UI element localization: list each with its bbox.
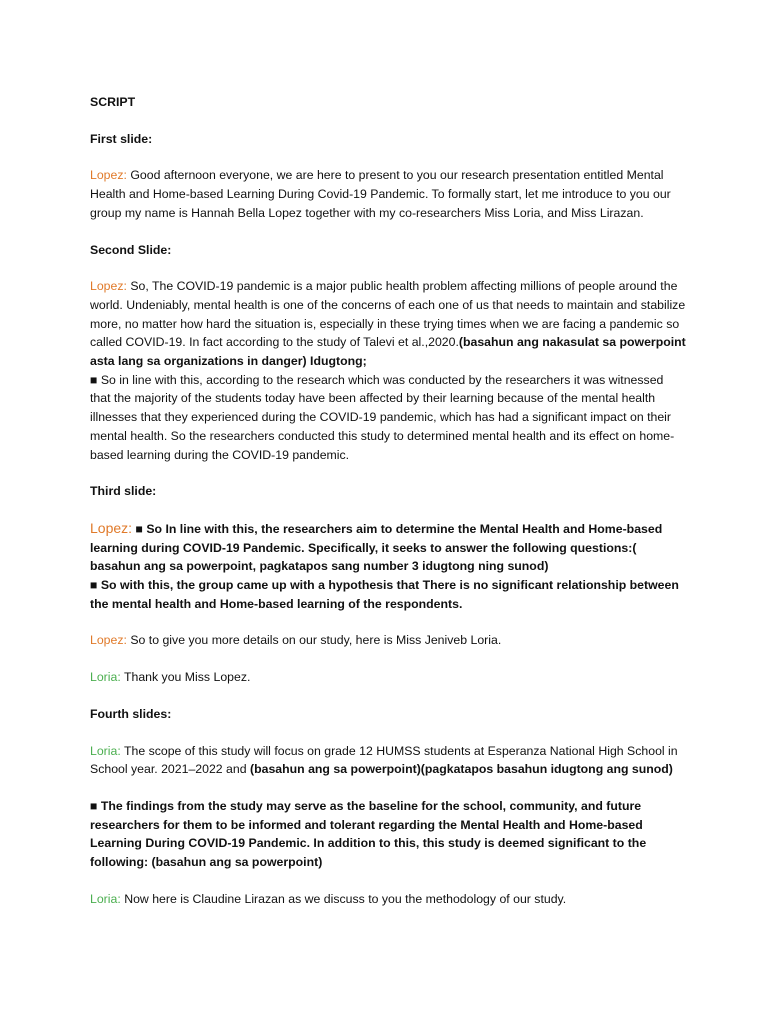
stage-note: (basahun ang nakasulat sa powerpoint asta lang sa organizations in danger) Idugtong; [90, 335, 686, 369]
speaker-label-lopez: Lopez: [90, 519, 133, 536]
speaker-label-loria: Loria: [90, 670, 121, 685]
paragraph-text: Now here is Claudine Lirazan as we discuss to you the methodology of our study. [124, 891, 567, 906]
paragraph-text: Good afternoon everyone, we are here to present to you our research presentation entitled Mental Health and Home-based Learning During Covid-19 Pandemic. To formally start, let me introduce to you our group my name is Hannah Bella Lopez together with my co-researchers Miss Loria, and Miss Lirazan. [90, 168, 671, 220]
speaker-label-lopez: Lopez: [90, 168, 127, 183]
third-slide-paragraph-3 [90, 631, 686, 650]
first-slide-paragraph [90, 166, 686, 222]
speaker-label-loria: Loria: [90, 891, 121, 906]
paragraph-text: The scope of this study will focus on grade 12 HUMSS students at Esperanza National High School in School year. 2021–2022 and [90, 743, 678, 777]
fourth-slide-paragraph-2 [90, 797, 686, 872]
third-slide-paragraph-1 [90, 519, 686, 576]
third-slide-paragraph-4 [90, 668, 686, 687]
second-slide-heading: Second Slide: [90, 242, 172, 257]
paragraph-text: ■ So In line with this, the researchers aim to determine the Mental Health and Home-based learning during COVID-19 Pandemic. Specifically, it seeks to answer the following questions: [90, 521, 663, 555]
third-slide-heading: Third slide: [90, 484, 157, 499]
second-slide-paragraph-1 [90, 277, 686, 371]
document-page [90, 93, 686, 909]
fourth-slide-paragraph-3 [90, 890, 686, 909]
document-title: SCRIPT [90, 95, 136, 109]
stage-note: (basahun ang sa powerpoint) [151, 855, 323, 870]
speaker-label-lopez: Lopez: [90, 633, 127, 648]
third-slide-paragraph-2: ■ So with this, the group came up with a hypothesis that There is no significant relationship between the mental health and Home-based learning of the respondents. [90, 578, 679, 611]
speaker-label-lopez: Lopez: [90, 279, 127, 294]
paragraph-text: So to give you more details on our study, here is Miss Jeniveb Loria. [130, 633, 502, 648]
first-slide-heading: First slide: [90, 131, 153, 146]
paragraph-text: Thank you Miss Lopez. [123, 670, 251, 685]
stage-note: (basahun ang sa powerpoint)(pagkatapos basahun idugtong ang sunod) [250, 762, 673, 777]
fourth-slide-heading: Fourth slides: [90, 706, 172, 721]
stage-note: ( basahun ang sa powerpoint, pagkatapos sang number 3 idugtong ning sunod) [90, 540, 637, 574]
speaker-label-loria: Loria: [90, 743, 121, 758]
paragraph-text: So, The COVID-19 pandemic is a major public health problem affecting millions of people around the world. Undeniably, mental health is one of the concerns of each one of us that needs to maintain and stabilize more, no matter how hard the situation is, especially in these trying times when we are facing a pandemic so called COVID-19. In fact according to the study of Talevi et al.,2020. [90, 279, 686, 350]
second-slide-paragraph-2: ■ So in line with this, according to the research which was conducted by the researchers it was witnessed that the majority of the students today have been affected by their learning because of the mental health illnesses that they experienced during the COVID-19 pandemic, which has had a significant impact on their mental health. So the researchers conducted this study to determined mental health and its effect on home-based learning during the COVID-19 pandemic. [90, 372, 675, 462]
paragraph-text: ■ The findings from the study may serve as the baseline for the school, community, and future researchers for them to be informed and tolerant regarding the Mental Health and Home-based Learning During COVID-19 Pandemic. In addition to this, this study is deemed significant to the following: [90, 798, 647, 870]
fourth-slide-paragraph-1 [90, 742, 686, 779]
